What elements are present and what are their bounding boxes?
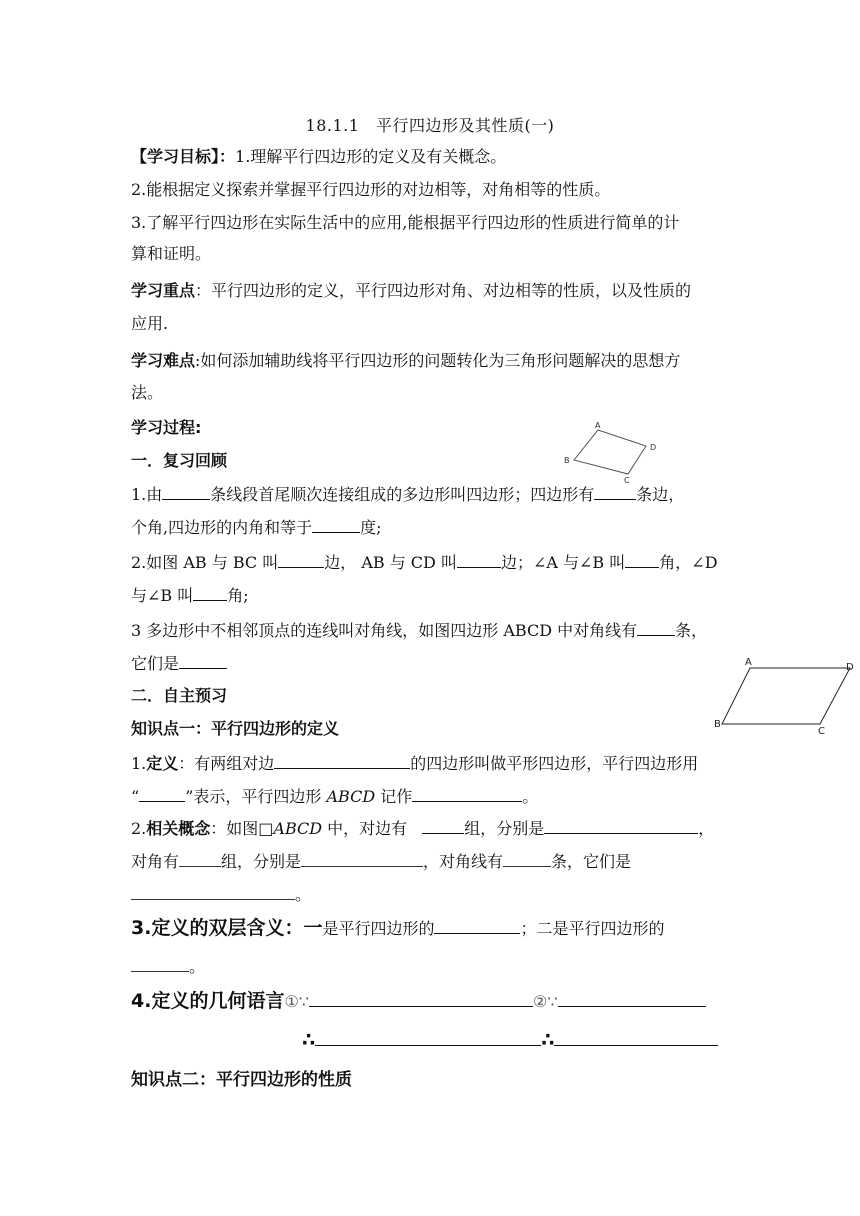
- rel-blank-6[interactable]: [131, 884, 295, 900]
- rel-text-f: 对角有: [131, 852, 180, 871]
- related-concepts-line-1: [131, 818, 714, 839]
- rel-blank-3[interactable]: [179, 851, 221, 867]
- def-abcd: ABCD: [326, 787, 376, 806]
- geometry-label: 4.定义的几何语言: [131, 990, 285, 1012]
- page-title: 18.1.1 平行四边形及其性质(一): [305, 116, 555, 135]
- q1-text-d: 个角,四边形的内角和等于: [131, 518, 313, 537]
- objectives-label: 【学习目标】: [131, 147, 220, 166]
- small-label-b: B: [564, 456, 570, 465]
- process-label: 学习过程:: [131, 418, 202, 437]
- q2-text-e: 与∠B 叫: [131, 586, 194, 605]
- key-points-line-1: [131, 281, 691, 301]
- rel-blank-4[interactable]: [301, 851, 423, 867]
- parallelogram-figure-large: [712, 656, 858, 738]
- large-label-c: C: [818, 726, 825, 737]
- q2-blank-1[interactable]: [278, 552, 324, 568]
- small-label-d: D: [650, 443, 657, 452]
- q1-text-e: 度;: [360, 518, 382, 537]
- difficulty-line-2: 法。: [131, 383, 164, 402]
- review-q3-line-1: [131, 620, 707, 641]
- large-label-d: D: [846, 662, 854, 673]
- def-number: 1.: [131, 754, 147, 773]
- objective-2: 2.能根据定义探索并掌握平行四边形的对边相等，对角相等的性质。: [131, 180, 611, 199]
- def-text-b: ：有两组对边: [178, 754, 275, 773]
- rel-label: 相关概念: [146, 819, 211, 838]
- geometry-blank-4[interactable]: [554, 1030, 718, 1046]
- meaning-label: 3.定义的双层含义：: [131, 917, 304, 939]
- objective-3-line-1: 3.了解平行四边形在实际生活中的应用,能根据平行四边形的性质进行简单的计: [131, 213, 680, 232]
- q2-blank-4[interactable]: [193, 585, 227, 601]
- large-label-a: A: [745, 657, 752, 668]
- therefore-symbol-2: ∴: [541, 1029, 555, 1051]
- knowledge-point-1: 知识点一：平行四边形的定义: [131, 719, 340, 738]
- difficulty-label: 学习难点: [131, 351, 196, 370]
- rel-text-h: ，对角线有: [423, 852, 504, 871]
- rel-text-j: 。: [295, 885, 312, 904]
- key-points-label: 学习重点: [131, 281, 196, 300]
- q1-blank-1[interactable]: [162, 484, 210, 500]
- related-concepts-line-3: [131, 884, 311, 905]
- q2-text-f: 角;: [227, 586, 249, 605]
- key-points-text: ：平行四边形的定义，平行四边形对角、对边相等的性质，以及性质的: [195, 281, 692, 300]
- geometry-blank-3[interactable]: [315, 1030, 541, 1046]
- rel-number: 2.: [131, 819, 147, 838]
- def-label: 定义: [146, 754, 179, 773]
- meaning-text-b: 是平行四边形的: [322, 919, 435, 938]
- def-blank-1[interactable]: [274, 753, 410, 769]
- q2-text-a: 2.如图 AB 与 BC 叫: [131, 553, 279, 572]
- key-points-line-2: 应用.: [131, 314, 169, 333]
- definition-line-1: [131, 753, 698, 774]
- q2-blank-2[interactable]: [457, 552, 501, 568]
- related-concepts-line-2: [131, 851, 631, 872]
- rel-text-i: 条，它们是: [551, 852, 632, 871]
- def-blank-3[interactable]: [412, 786, 522, 802]
- q3-blank-1[interactable]: [637, 620, 675, 636]
- q1-text-a: 1.由: [131, 485, 163, 504]
- small-label-c: C: [624, 476, 630, 485]
- rel-blank-2[interactable]: [544, 818, 698, 834]
- def-text-g: 。: [522, 787, 539, 806]
- small-label-a: A: [595, 421, 601, 430]
- q3-text-a: 3 多边形中不相邻顶点的连线叫对角线，如图四边形 ABCD 中对角线有: [131, 621, 638, 640]
- objectives-line-1: [131, 147, 506, 167]
- objective-3-line-2: 算和证明。: [131, 244, 212, 263]
- meaning-blank-2[interactable]: [131, 956, 189, 972]
- review-q1-line-2: [131, 517, 382, 538]
- rel-blank-5[interactable]: [503, 851, 551, 867]
- meaning-text-d: 。: [189, 957, 206, 976]
- definition-line-2: [131, 786, 538, 807]
- knowledge-point-2: 知识点二：平行四边形的性质: [131, 1070, 352, 1090]
- q2-text-b: 边， AB 与 CD 叫: [324, 553, 457, 572]
- rel-text-d: 组，分别是: [464, 819, 545, 838]
- large-label-b: B: [714, 719, 721, 730]
- q1-text-c: 条边，: [636, 485, 685, 504]
- def-blank-2[interactable]: [139, 786, 185, 802]
- def-text-e: ”表示，平行四边形: [185, 787, 327, 806]
- q3-text-c: 它们是: [131, 654, 180, 673]
- q1-blank-3[interactable]: [312, 517, 360, 533]
- geometry-language-line-1: [131, 991, 706, 1012]
- section1-heading: 一．复习回顾: [131, 451, 228, 470]
- rel-text-c: 中，对边有: [322, 819, 413, 838]
- def-text-c: 的四边形叫做平形四边形，平行四边形用: [410, 754, 699, 773]
- q1-text-b: 条线段首尾顺次连接组成的多边形叫四边形；四边形有: [210, 485, 595, 504]
- rel-text-g: 组，分别是: [221, 852, 302, 871]
- objectives-colon: ：: [219, 147, 236, 166]
- review-q2-line-2: [131, 585, 249, 606]
- q2-text-c: 边；∠A 与∠B 叫: [500, 553, 626, 572]
- q2-text-d: 角，∠D: [659, 553, 718, 572]
- geometry-language-line-2: [302, 1030, 718, 1051]
- meaning-text-a: 一: [303, 917, 323, 939]
- rel-abcd: □ABCD: [258, 819, 323, 838]
- therefore-symbol-1: ∴: [302, 1029, 316, 1051]
- difficulty-text: :如何添加辅助线将平行四边形的问题转化为三角形问题解决的思想方: [195, 351, 681, 370]
- geometry-circle-1: ①∵: [284, 992, 309, 1011]
- section2-heading: 二．自主预习: [131, 686, 228, 705]
- q1-blank-2[interactable]: [594, 484, 636, 500]
- geometry-circle-2: ②∵: [532, 992, 558, 1011]
- q2-blank-3[interactable]: [625, 552, 659, 568]
- q3-blank-2[interactable]: [179, 653, 227, 669]
- objective-1: 1.理解平行四边形的定义及有关概念。: [235, 147, 507, 166]
- rel-text-b: ：如图: [210, 819, 259, 838]
- def-text-f: 记作: [375, 787, 413, 806]
- meaning-text-c: ；二是平行四边形的: [520, 919, 665, 938]
- review-q2-line-1: [131, 552, 718, 573]
- review-q1-line-1: [131, 484, 684, 505]
- review-q3-line-2: [131, 653, 227, 674]
- q3-text-b: 条，: [675, 621, 708, 640]
- def-text-d: “: [131, 787, 140, 806]
- geometry-blank-1[interactable]: [309, 991, 533, 1007]
- meaning-line-1: [131, 918, 665, 939]
- difficulty-line-1: [131, 351, 680, 371]
- rel-text-e: ，: [698, 819, 715, 838]
- geometry-blank-2[interactable]: [558, 991, 706, 1007]
- meaning-line-2: [131, 956, 205, 977]
- meaning-blank-1[interactable]: [434, 918, 520, 934]
- rel-blank-1[interactable]: [422, 818, 464, 834]
- parallelogram-figure-small: [562, 418, 662, 486]
